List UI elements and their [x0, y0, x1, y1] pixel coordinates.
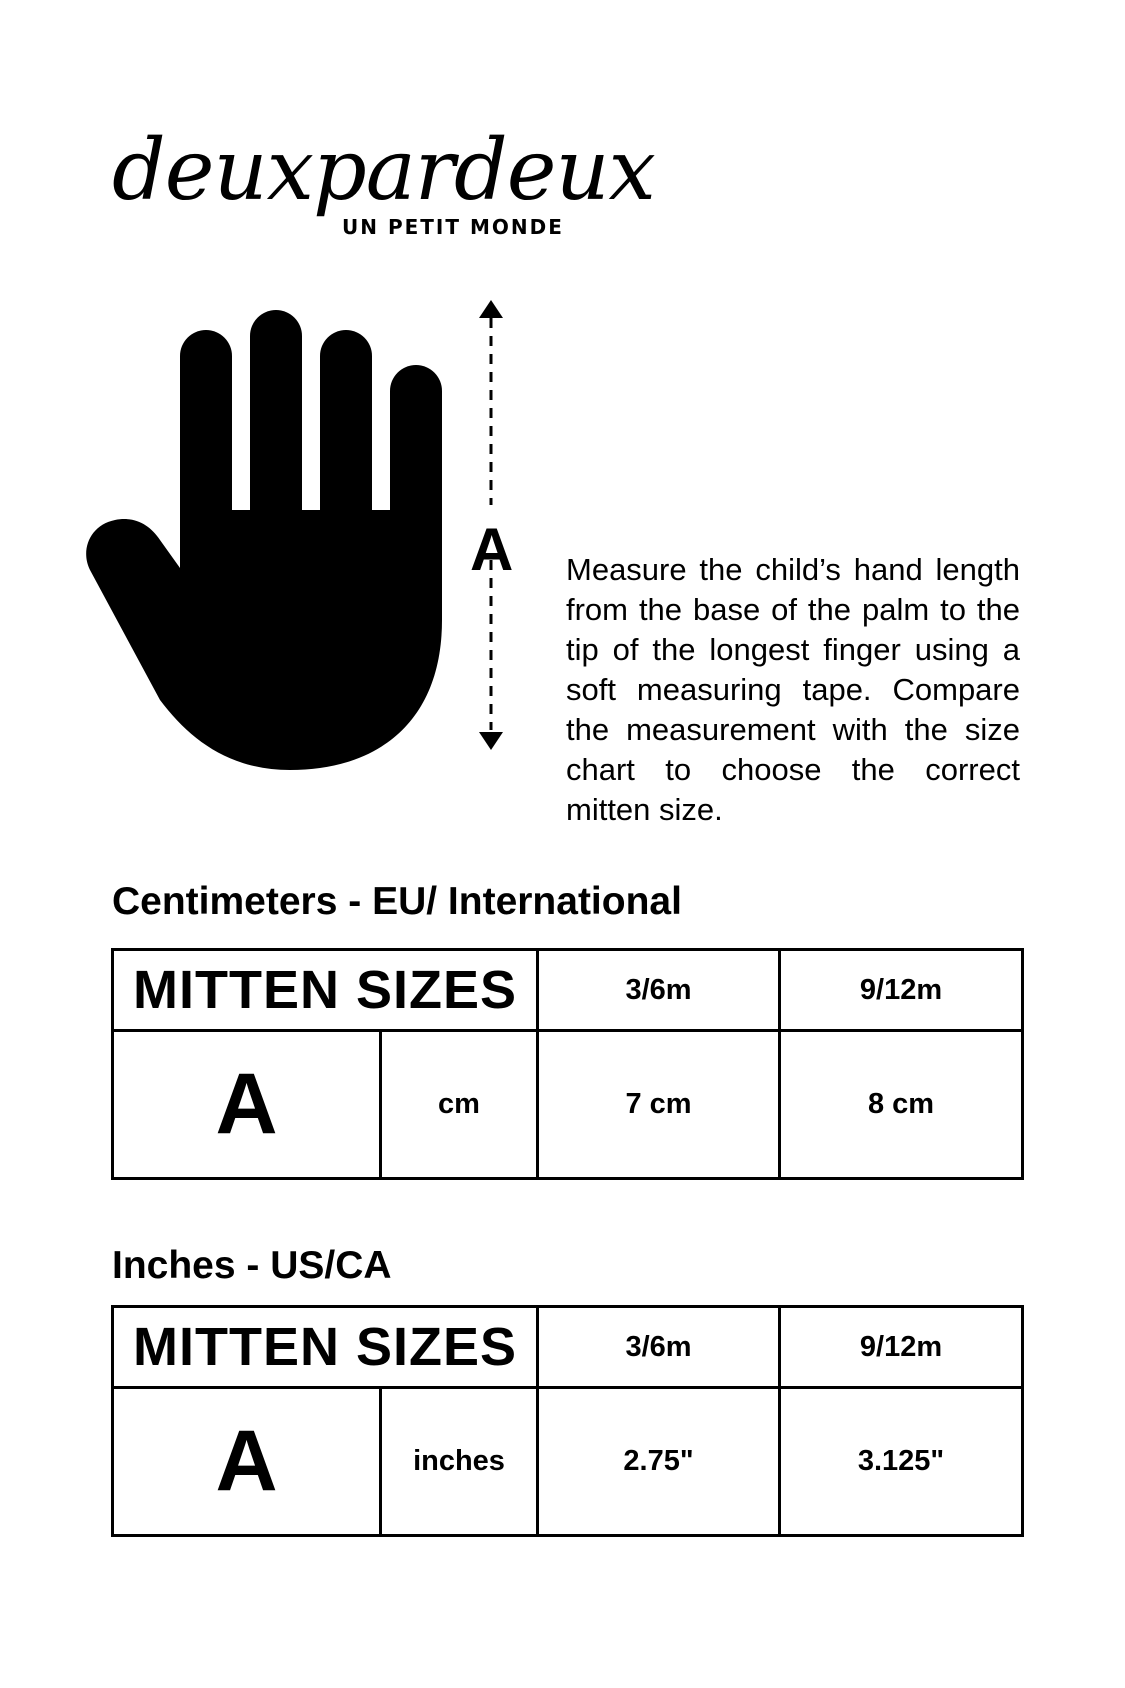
- brand-tagline: UN PETIT MONDE: [342, 215, 564, 239]
- table-row: [113, 950, 1023, 1031]
- instruction-text: Measure the child’s hand length from the base of the palm to the tip of the longest finger using a soft measuring tape. Compare the measurement with the size chart to choose the correct mitten size.: [566, 552, 1020, 827]
- measure-cell: A: [113, 1031, 381, 1179]
- unit-cell: cm: [381, 1031, 538, 1179]
- measure-label-a: A: [470, 516, 514, 583]
- measure-cell: A: [113, 1388, 381, 1536]
- table-row: [113, 1388, 1023, 1536]
- table-row: [113, 1031, 1023, 1179]
- size-header-cell: 3/6m: [538, 950, 780, 1031]
- table-title-cell: MITTEN SIZES: [113, 950, 538, 1031]
- value-cell: 8 cm: [780, 1031, 1023, 1179]
- size-header-cell: 9/12m: [780, 950, 1023, 1031]
- value-cell: 2.75": [538, 1388, 780, 1536]
- size-header-cell: 3/6m: [538, 1307, 780, 1388]
- size-table-cm: [111, 948, 1024, 1180]
- section-heading-cm: Centimeters - EU/ International: [112, 880, 682, 923]
- brand-name: deuxpardeux: [112, 121, 655, 219]
- table-title-cell: MITTEN SIZES: [113, 1307, 538, 1388]
- value-cell: 7 cm: [538, 1031, 780, 1179]
- brand-logo: [112, 120, 655, 250]
- unit-cell: inches: [381, 1388, 538, 1536]
- size-header-cell: 9/12m: [780, 1307, 1023, 1388]
- table-row: [113, 1307, 1023, 1388]
- size-table-inches: [111, 1305, 1024, 1537]
- section-heading-inches: Inches - US/CA: [112, 1244, 392, 1287]
- value-cell: 3.125": [780, 1388, 1023, 1536]
